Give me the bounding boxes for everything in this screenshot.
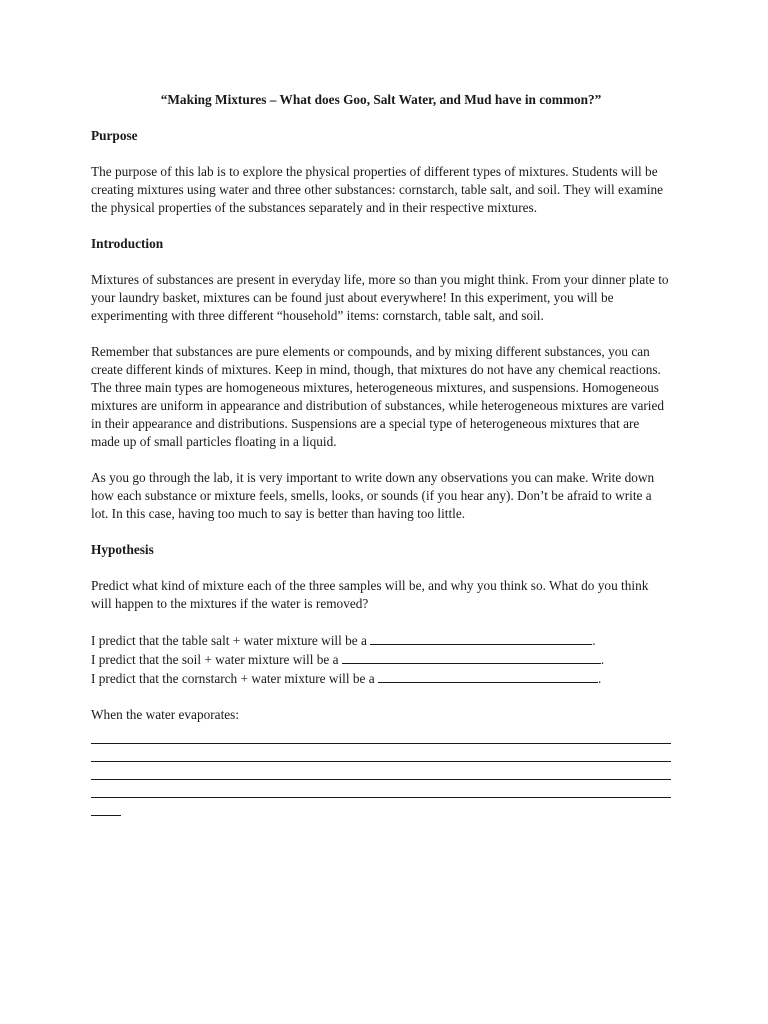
- prediction-cornstarch: [91, 669, 671, 688]
- answer-line[interactable]: [91, 726, 671, 744]
- evaporate-answer-area[interactable]: [91, 726, 671, 816]
- prediction-salt: [91, 631, 671, 650]
- document-page: [91, 91, 671, 816]
- prediction-soil-text: I predict that the soil + water mixture will be a: [91, 652, 339, 667]
- evaporate-label: When the water evaporates:: [91, 707, 240, 722]
- prediction-soil: [91, 650, 671, 669]
- document-title: “Making Mixtures – What does Goo, Salt Water, and Mud have in common?”: [160, 92, 602, 107]
- answer-line[interactable]: [91, 780, 671, 798]
- hypothesis-prompt: Predict what kind of mixture each of the three samples will be, and why you think so. What do you think will happen to the mixtures if the water is removed?: [91, 578, 649, 611]
- prediction-soil-blank[interactable]: [342, 650, 601, 664]
- introduction-paragraph-3: As you go through the lab, it is very important to write down any observations you can make. Write down how each substance or mixture feels, smells, looks, or sounds (if you hear any). Don’t be afraid to write a lot. In this case, having too much to say is better than having too little.: [91, 470, 655, 521]
- prediction-cornstarch-period: .: [598, 671, 602, 686]
- purpose-heading: Purpose: [91, 128, 138, 143]
- purpose-text: The purpose of this lab is to explore the physical properties of different types of mixtures. Students will be creating mixtures using water and three other substances: cornstarch, table salt, and soil. They will examine the physical properties of the substances separately and in their respective mixtures.: [91, 164, 664, 215]
- answer-line[interactable]: [91, 744, 671, 762]
- introduction-paragraph-2: Remember that substances are pure elements or compounds, and by mixing different substances, you can create different kinds of mixtures. Keep in mind, though, that mixtures do not have any chemical reactions. The three main types are homogeneous mixtures, heterogeneous mixtures, and suspensions. Homogeneous mixtures are uniform in appearance and distribution of substances, while heterogeneous mixtures are varied in their appearance and distributions. Suspensions are a special type of heterogeneous mixtures that are made up of small particles floating in a liquid.: [91, 344, 665, 449]
- prediction-cornstarch-blank[interactable]: [378, 669, 598, 683]
- answer-line[interactable]: [91, 762, 671, 780]
- introduction-heading: Introduction: [91, 236, 164, 251]
- prediction-salt-blank[interactable]: [370, 631, 592, 645]
- introduction-paragraph-1: Mixtures of substances are present in everyday life, more so than you might think. From your dinner plate to your laundry basket, mixtures can be found just about everywhere! In this experiment, you will be experimenting with three different “household” items: cornstarch, table salt, and soil.: [91, 272, 669, 323]
- prediction-salt-text: I predict that the table salt + water mixture will be a: [91, 633, 367, 648]
- prediction-salt-period: .: [592, 633, 596, 648]
- answer-line-short[interactable]: [91, 798, 121, 816]
- prediction-list: [91, 631, 671, 688]
- prediction-cornstarch-text: I predict that the cornstarch + water mixture will be a: [91, 671, 375, 686]
- hypothesis-heading: Hypothesis: [91, 542, 154, 557]
- prediction-soil-period: .: [600, 652, 605, 667]
